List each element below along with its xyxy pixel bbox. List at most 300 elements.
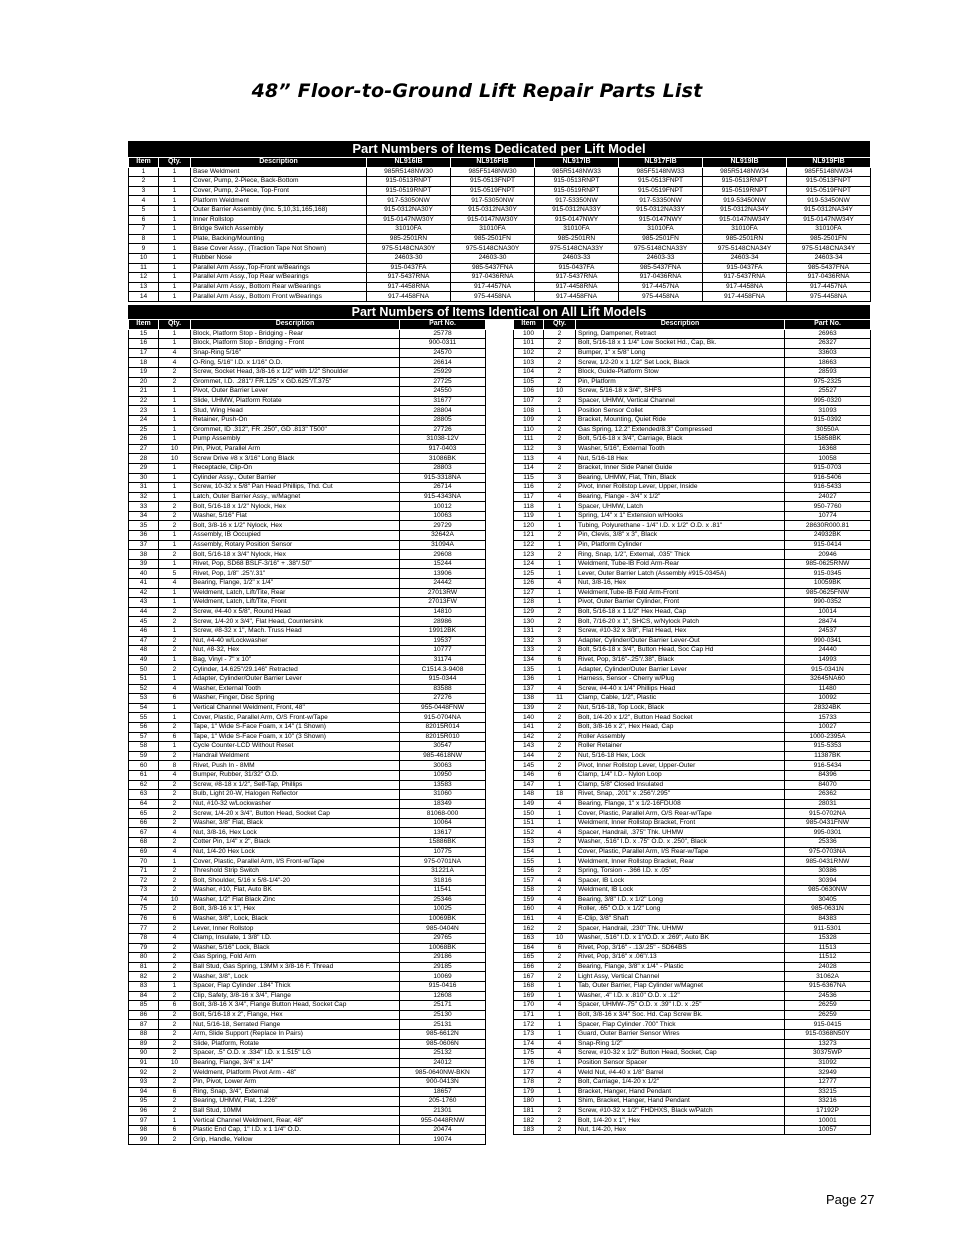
table-cell: 3 [544, 636, 576, 646]
table-cell: 917-5437RNA [367, 273, 451, 283]
table-cell: 1 [159, 857, 191, 867]
table-cell: 2 [159, 607, 191, 617]
table-row [129, 790, 486, 800]
table-cell: 10 [129, 253, 159, 263]
table-row [129, 367, 486, 377]
table-cell: 1 [544, 674, 576, 684]
table-cell: 10 [159, 895, 191, 905]
table-cell: Spacer, UHMW, Vertical Channel [576, 396, 785, 406]
table-row [129, 358, 486, 368]
table-row [514, 1116, 871, 1126]
table-cell: 81068-000 [400, 809, 486, 819]
table-cell: Bolt, 5/16-18 x 3/4" Nylock, Hex [191, 550, 400, 560]
table-cell: 911-5301 [785, 924, 871, 934]
table-cell: 24603-30 [367, 253, 451, 263]
table-cell: Harness, Sensor - Cherry w/Plug [576, 674, 785, 684]
table-cell: 985-6612N [400, 1029, 486, 1039]
table-row [129, 674, 486, 684]
table-cell: 28 [129, 454, 159, 464]
table-cell: 161 [514, 914, 544, 924]
table-row [514, 348, 871, 358]
table-cell: Bearing, Flange, 1/2" x 1/4" [191, 579, 400, 589]
table-cell: 64 [129, 799, 159, 809]
table-cell: Bumper, Rubber, 31/32" O.D. [191, 770, 400, 780]
table-cell: 4 [544, 914, 576, 924]
table-cell: Rivet, Pop, 3/16" - .13/.25" - SD64BS [576, 943, 785, 953]
table-cell: 26 [129, 435, 159, 445]
table-cell: 10064 [400, 818, 486, 828]
table-row [129, 809, 486, 819]
table-cell: 1 [159, 396, 191, 406]
table-cell: Pin, Pivot, Lower Arm [191, 1077, 400, 1087]
table-cell: Weldment, IB Lock [576, 886, 785, 896]
table-row [129, 234, 871, 244]
table-cell: 2 [544, 607, 576, 617]
table-cell: Weldment,Tube-IB Fold Arm-Front [576, 588, 785, 598]
table-row [514, 914, 871, 924]
table-cell: 43 [129, 598, 159, 608]
table-cell: 975-0701NA [400, 857, 486, 867]
table-cell: 4 [544, 1068, 576, 1078]
table-cell: 2 [544, 732, 576, 742]
table-row [129, 962, 486, 972]
table-cell: 30547 [400, 742, 486, 752]
table-cell: 915-0312NA33Y [619, 205, 703, 215]
table-row [514, 483, 871, 493]
table-cell: 29608 [400, 550, 486, 560]
table-cell: Screw, 5/16-18 x 3/4", SHFS [576, 387, 785, 397]
table-cell: 148 [514, 790, 544, 800]
table-cell: 149 [514, 799, 544, 809]
table-row [514, 367, 871, 377]
table-cell: 24550 [400, 387, 486, 397]
table-cell: Latch, Outer Barrier Assy., w/Magnet [191, 492, 400, 502]
table-row [129, 377, 486, 387]
table-row [129, 953, 486, 963]
table-cell: 87 [129, 1020, 159, 1030]
table-cell: Nut, 3/8-16, Hex Lock [191, 828, 400, 838]
table-cell: 4 [129, 196, 159, 206]
table-cell: 985-5437FNA [619, 263, 703, 273]
table-cell: 145 [514, 761, 544, 771]
table-cell: 10092 [785, 694, 871, 704]
table-cell: 122 [514, 540, 544, 550]
table-cell: 37 [129, 540, 159, 550]
table-cell: 917-53350NW [535, 196, 619, 206]
table-cell: 30405 [785, 895, 871, 905]
table-cell: Washer, External Tooth [191, 684, 400, 694]
table-cell: Screw Drive #8 x 3/16" Long Black [191, 454, 400, 464]
table-cell: 88 [129, 1029, 159, 1039]
table-row [129, 186, 871, 196]
table-cell: 66 [129, 818, 159, 828]
table-cell: 135 [514, 665, 544, 675]
table-cell: 138 [514, 694, 544, 704]
table-cell: Bearing, Flange, 3/4" x 1/4" [191, 1058, 400, 1068]
table-cell: Bolt, 1/4-20 x 1", Hex [576, 1116, 785, 1126]
table-cell: Cycle Counter-LCD Without Reset [191, 742, 400, 752]
table-cell: 2 [544, 703, 576, 713]
table-cell: 2 [159, 1106, 191, 1116]
table-cell: Stud, Wing Head [191, 406, 400, 416]
table-row [129, 588, 486, 598]
column-header: Item [129, 320, 159, 330]
table-row [514, 953, 871, 963]
table-cell: 175 [514, 1049, 544, 1059]
table-cell: 2 [544, 761, 576, 771]
table-cell: 2 [129, 177, 159, 187]
table-cell: 1 [159, 253, 191, 263]
table-row [129, 895, 486, 905]
table-row [514, 674, 871, 684]
table-cell: Bolt, 3/8-16 x 3/4" Soc. Hd. Cap Screw Bk. [576, 1010, 785, 1020]
column-header: NL919FIB [787, 158, 871, 168]
table-row [129, 263, 871, 273]
table-cell: 103 [514, 358, 544, 368]
table-row [129, 732, 486, 742]
table-cell: 102 [514, 348, 544, 358]
table-row [129, 617, 486, 627]
table-cell: 1 [159, 598, 191, 608]
table-cell: 1 [544, 847, 576, 857]
table-cell: 173 [514, 1029, 544, 1039]
table-row [129, 435, 486, 445]
table-cell: 117 [514, 492, 544, 502]
table-cell: 27276 [400, 694, 486, 704]
table-cell: 92 [129, 1068, 159, 1078]
table-cell: 1 [159, 387, 191, 397]
table-cell: Cover, Plastic, Parallel Arm, I/S Rear-w/Tape [576, 847, 785, 857]
table-row [129, 694, 486, 704]
table-cell: 917-4458FNA [535, 292, 619, 302]
table-cell: 25171 [400, 1001, 486, 1011]
table-cell: 985F5148NW33 [619, 167, 703, 177]
table-cell: 84 [129, 991, 159, 1001]
table-cell: 2 [159, 905, 191, 915]
table-cell: Threshold Strip Switch [191, 866, 400, 876]
table-cell: 915-0312NA30Y [451, 205, 535, 215]
table-cell: Handrail Weldment [191, 751, 400, 761]
table-row [129, 244, 871, 254]
table-cell: 915-0437FA [535, 263, 619, 273]
table-cell: 10 [159, 454, 191, 464]
table-cell: Screw, 1/4-20 x 3/4", Button Head, Socket Cap [191, 809, 400, 819]
table-cell: 55 [129, 713, 159, 723]
table-cell: 1 [544, 406, 576, 416]
table-cell: 985-5437FNA [451, 263, 535, 273]
table-cell: 985-0625RNW [785, 559, 871, 569]
table-row [514, 454, 871, 464]
table-row [129, 253, 871, 263]
table-cell: Bolt, 1/4-20 x 1/2", Button Head Socket [576, 713, 785, 723]
table-cell: 134 [514, 655, 544, 665]
table-row [514, 732, 871, 742]
table-cell: Bracket, Hanger, Hand Pendant [576, 1087, 785, 1097]
table-row [129, 703, 486, 713]
table-cell: Bearing, 3/8" I.D. x 1/2" Long [576, 895, 785, 905]
table-cell: 26259 [785, 1010, 871, 1020]
table-cell: 129 [514, 607, 544, 617]
table-row [514, 531, 871, 541]
table-cell: 3 [544, 473, 576, 483]
table-cell: 24027 [785, 492, 871, 502]
table-cell: 10777 [400, 646, 486, 656]
column-header: NL917IB [535, 158, 619, 168]
table-row [514, 655, 871, 665]
table-cell: 915-0519FNPT [619, 186, 703, 196]
table-cell: 2 [159, 1029, 191, 1039]
table-row [129, 972, 486, 982]
table-cell: 141 [514, 722, 544, 732]
table-cell: 1 [159, 742, 191, 752]
table-row [514, 377, 871, 387]
table-cell: 2 [159, 617, 191, 627]
table-cell: 85 [129, 1001, 159, 1011]
table-row [129, 924, 486, 934]
table-cell: 83 [129, 981, 159, 991]
table-cell: 1 [159, 463, 191, 473]
table-cell: 917-5437RNA [535, 273, 619, 283]
table-cell: 1 [159, 492, 191, 502]
table-cell: Screw, #8-18 x 1/2", Self-Tap, Phillips [191, 780, 400, 790]
table-cell: 28803 [400, 463, 486, 473]
table-cell: Weldment, Platform Pivot Arm - 48" [191, 1068, 400, 1078]
table-cell: 4 [544, 1039, 576, 1049]
table-cell: 1 [544, 991, 576, 1001]
table-cell: 915-0147NW30Y [451, 215, 535, 225]
table-cell: 11541 [400, 886, 486, 896]
table-cell: 58 [129, 742, 159, 752]
table-cell: 4 [159, 358, 191, 368]
table-cell: Platform Weldment [191, 196, 367, 206]
table-cell: 24603-33 [535, 253, 619, 263]
table-cell: 104 [514, 367, 544, 377]
table-cell: 2 [159, 780, 191, 790]
table-cell: 31060 [400, 790, 486, 800]
table-cell: 38 [129, 550, 159, 560]
table-cell: 955-0448FNW [400, 703, 486, 713]
table-row [514, 1010, 871, 1020]
table-cell: Clamp, Cable, 1/2", Plastic [576, 694, 785, 704]
table-cell: 115 [514, 473, 544, 483]
table-cell: 2 [544, 886, 576, 896]
table-cell: 169 [514, 991, 544, 1001]
table-cell: 4 [544, 1049, 576, 1059]
table-cell: E-Clip, 3/8" Shaft [576, 914, 785, 924]
table-cell: 990-0341 [785, 636, 871, 646]
table-row [129, 177, 871, 187]
table-row [129, 502, 486, 512]
table-cell: 151 [514, 818, 544, 828]
table-cell: 4 [544, 454, 576, 464]
table-cell: 25131 [400, 1020, 486, 1030]
table-row [129, 636, 486, 646]
table-row [129, 828, 486, 838]
table-cell: 1 [544, 665, 576, 675]
table-row [514, 770, 871, 780]
table-cell: 6 [159, 1087, 191, 1097]
table-row [514, 761, 871, 771]
table-cell: 30550A [785, 425, 871, 435]
table-cell: 31010FA [619, 225, 703, 235]
table-cell: 157 [514, 876, 544, 886]
table-cell: 2 [544, 339, 576, 349]
table-cell: Rivet, Pop, SD68 BSLF-3/16" + .38"/.50" [191, 559, 400, 569]
table-cell: Adapter, Cylinder/Outer Barrier Lever [576, 665, 785, 675]
table-cell: Spring, 1/4" x 1" Extension w/Hooks [576, 511, 785, 521]
table-cell: 20 [129, 377, 159, 387]
table-cell: 160 [514, 905, 544, 915]
table-cell: 1 [159, 177, 191, 187]
table-cell: 975-0703NA [785, 847, 871, 857]
column-header: Part No. [785, 320, 871, 330]
table-cell: 1 [159, 273, 191, 283]
table-cell: 915-0519RNPT [703, 186, 787, 196]
table-cell: 2 [544, 483, 576, 493]
table-cell: 31 [129, 483, 159, 493]
page-number: Page 27 [826, 1192, 875, 1207]
table-cell: 4 [544, 895, 576, 905]
table-cell: 917-53050NW [451, 196, 535, 206]
table-cell: 11387BK [785, 751, 871, 761]
table-cell: 2 [159, 866, 191, 876]
table-cell: 915-0392 [785, 415, 871, 425]
table-cell: 1 [544, 502, 576, 512]
table-cell: 30063 [400, 761, 486, 771]
table-row [129, 1087, 486, 1097]
table-row [129, 1097, 486, 1107]
table-cell: 16368 [785, 444, 871, 454]
table-cell: 4 [159, 847, 191, 857]
table-cell: Washer, 1/2" Flat Black Zinc [191, 895, 400, 905]
table-cell: 915-0312NA34Y [703, 205, 787, 215]
table-row [514, 886, 871, 896]
table-cell: Bolt, 5/16-18 x 3/4", Button Head, Soc Cap Hd [576, 646, 785, 656]
table-cell: Washer, 5/16" Flat [191, 511, 400, 521]
table-cell: 2 [159, 511, 191, 521]
table-cell: Washer, 3/8", Lock, Black [191, 914, 400, 924]
table-cell: 73 [129, 886, 159, 896]
table-cell: 2 [159, 1049, 191, 1059]
table-cell: 118 [514, 502, 544, 512]
table-cell: Tape, 1" Wide S-Face Foam, x 14" (1 Shown) [191, 722, 400, 732]
table-cell: 31093 [785, 406, 871, 416]
table-cell: 4 [159, 684, 191, 694]
table-cell: 24440 [785, 646, 871, 656]
table-cell: 916-5434 [785, 761, 871, 771]
table-cell: 915-0513FNPT [787, 177, 871, 187]
table-cell: 31086BK [400, 454, 486, 464]
table-cell: Receptacle, Clip-On [191, 463, 400, 473]
table-cell: 15328 [785, 934, 871, 944]
table-cell: 126 [514, 579, 544, 589]
table-cell: 24603-34 [703, 253, 787, 263]
table-row [514, 981, 871, 991]
table-cell: Weld Nut, #4-40 x 1/8" Barrel [576, 1068, 785, 1078]
table-row [129, 713, 486, 723]
table-cell: Bolt, 3/8-16 x 1/2" Nylock, Hex [191, 521, 400, 531]
table-cell: 1 [544, 1097, 576, 1107]
table-cell: 97 [129, 1116, 159, 1126]
table-row [129, 761, 486, 771]
table-cell: 158 [514, 886, 544, 896]
table-cell: 2 [159, 962, 191, 972]
table-cell: 2 [159, 799, 191, 809]
table-cell: Washer, 5/16" Lock, Black [191, 943, 400, 953]
table-cell: 67 [129, 828, 159, 838]
table-cell: 985R5148NW30 [367, 167, 451, 177]
table-cell: 27 [129, 444, 159, 454]
table-cell: 57 [129, 732, 159, 742]
table-cell: 975-5148CNA34Y [703, 244, 787, 254]
table-cell: Screw, #4-40 x 1/4" Phillips Head [576, 684, 785, 694]
table-row [514, 607, 871, 617]
table-cell: 2 [544, 924, 576, 934]
table-cell: 109 [514, 415, 544, 425]
table-cell: Outer Barrier Assembly (Inc. 5,10,31,165,168) [191, 205, 367, 215]
table-row [514, 540, 871, 550]
table-cell: 10058 [785, 454, 871, 464]
table-cell: 10057 [785, 1125, 871, 1135]
table-row [514, 1039, 871, 1049]
table-cell: 985-0431RNW [785, 857, 871, 867]
table-cell: 159 [514, 895, 544, 905]
table-row [129, 914, 486, 924]
table-cell: 24537 [785, 627, 871, 637]
table-cell: Screw, #10-32 x 1/2" Button Head, Socket, Cap [576, 1049, 785, 1059]
table-cell: 183 [514, 1125, 544, 1135]
table-cell: Tab, Outer Barrier, Flap Cylinder w/Magnet [576, 981, 785, 991]
table-cell: Bolt, Carriage, 1/4-20 x 1/2" [576, 1077, 785, 1087]
table-cell: Cylinder, 14.625"/29.146" Retracted [191, 665, 400, 675]
table-cell: 1 [159, 196, 191, 206]
table-cell: 4 [544, 492, 576, 502]
table-cell: 10063 [400, 511, 486, 521]
table-cell: 10 [544, 934, 576, 944]
table-cell: 2 [544, 1125, 576, 1135]
table-row [129, 627, 486, 637]
table-cell: 44 [129, 607, 159, 617]
table-cell: 2 [159, 991, 191, 1001]
table-cell: 142 [514, 732, 544, 742]
table-cell: 30 [129, 473, 159, 483]
table-row [129, 1020, 486, 1030]
table-cell: Snap-Ring 5/16" [191, 348, 400, 358]
column-header: NL919IB [703, 158, 787, 168]
table-cell: 985-2501RN [535, 234, 619, 244]
table-row [514, 780, 871, 790]
table-row [129, 876, 486, 886]
table-row [514, 617, 871, 627]
table-cell: 1 [544, 511, 576, 521]
table-cell: 2 [159, 665, 191, 675]
table-row [514, 511, 871, 521]
table-row [514, 847, 871, 857]
table-cell: 2 [159, 1020, 191, 1030]
table-cell: 170 [514, 1001, 544, 1011]
table-cell: 32949 [785, 1068, 871, 1078]
table-cell: 80 [129, 953, 159, 963]
table-cell: 26327 [785, 339, 871, 349]
table-cell: Roller, .65" O.D. x 1/2" Long [576, 905, 785, 915]
table-cell: Cylinder Assy., Outer Barrier [191, 473, 400, 483]
table-cell: Spacer, Flap Cylinder .700" Thick [576, 1020, 785, 1030]
table-cell: Bearing, UHMW, Flat, Thin, Black [576, 473, 785, 483]
table-cell: 1 [159, 655, 191, 665]
table-cell: 84070 [785, 780, 871, 790]
table-cell: Weldment, Tube-IB Fold Arm-Rear [576, 559, 785, 569]
table-cell: 1 [159, 703, 191, 713]
